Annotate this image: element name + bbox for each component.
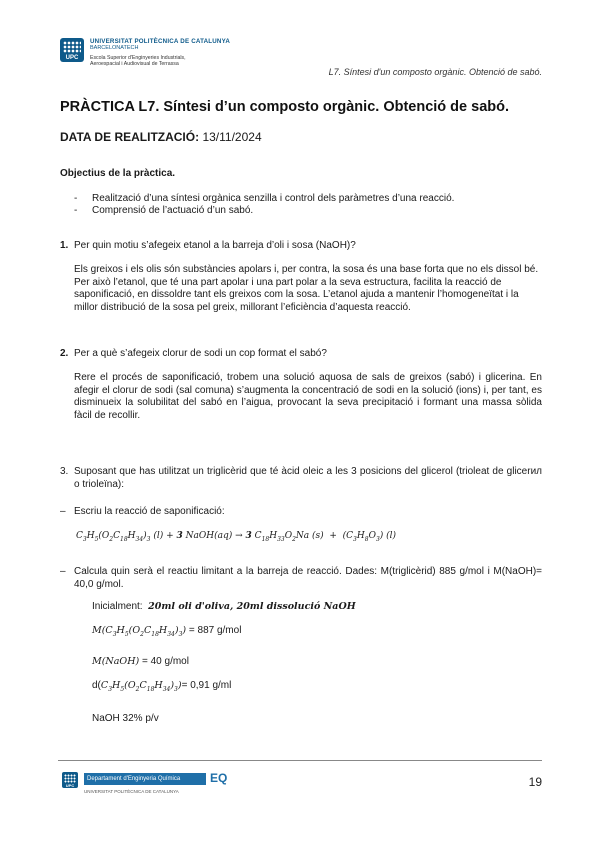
naoh-concentration: NaOH 32% p/v <box>92 713 159 724</box>
sub-dash: – <box>60 566 66 577</box>
page-number: 19 <box>528 775 542 789</box>
footer-logo-text: UPC <box>65 783 75 788</box>
university-sub: BARCELONATECH <box>90 45 139 51</box>
date-value: 13/11/2024 <box>202 130 262 144</box>
question-text: Per a què s’afegeix clorur de sodi un cop format el sabó? <box>74 348 327 359</box>
initial-value: 20ml oli d'oliva, 20ml dissolució NaOH <box>148 601 356 612</box>
department-banner: Departament d'Enginyeria Química <box>84 773 206 785</box>
initial-line <box>92 601 356 612</box>
molar-mass-trig-formula: $M(C_3H_5(O_2C_{18}H_{34})_3)$ <box>92 625 187 638</box>
school-line-1: Escola Superior d'Enginyeries Industrials, <box>90 55 186 61</box>
molar-mass-naoh-value: = 40 g/mol <box>141 656 189 667</box>
density-value: = 0,91 g/ml <box>181 680 232 691</box>
molar-mass-naoh-line <box>92 656 189 667</box>
school-line-2: Aeroespacial i Audiovisual de Terrassa <box>90 60 179 67</box>
bullet-dash: - <box>74 205 78 216</box>
question-number: 2. <box>60 348 69 359</box>
objective-text: Realització d’una síntesi orgànica senzilla i control dels paràmetres d’una reacció. <box>92 193 455 204</box>
density-line <box>92 680 231 693</box>
logo-text: UPC <box>65 55 79 61</box>
date-label: DATA DE REALITZACIÓ: <box>60 130 200 144</box>
question-number: 1. <box>60 240 69 251</box>
footer-logo-dots-icon <box>64 774 76 783</box>
footer-divider <box>58 760 542 761</box>
page-title: PRÀCTICA L7. Síntesi d’un composto orgànic. Obtenció de sabó. <box>60 99 510 115</box>
date-line <box>60 130 262 144</box>
eq-logo: EQ <box>210 771 228 785</box>
bullet-dash: - <box>74 193 78 204</box>
upc-logo <box>60 38 84 62</box>
subquestion-text: Escriu la reacció de saponificació: <box>74 506 225 517</box>
answer-2: Rere el procés de saponificació, trobem una solució aquosa de sals de greixos (sabó) i glicerina. En afegir el clorur de sodi (sal comuna) s’augmenta la concentració de sodi en la solució (ions) i, per tant, es disminueix la solubilitat del sabó en l’aigua, provocant la seva precipitació i formant una massa sòlida fàcil de recollir. <box>74 372 542 421</box>
objectives-heading: Objectius de la pràctica. <box>60 168 176 179</box>
sub-dash: – <box>60 506 66 517</box>
logo-dots-icon <box>63 41 81 53</box>
footer-upc-logo <box>62 772 78 788</box>
molar-mass-naoh-formula: M(NaOH) <box>92 656 140 667</box>
subquestion-text: Calcula quin serà el reactiu limitant a la barreja de reacció. Dades: M(triglicèrid) 885 g/mol i M(NaOH)= 40,0 g/mol. <box>74 566 542 590</box>
question-text: Suposant que has utilitzat un triglicèrid que té àcid oleic a les 3 posicions del glicerol (trioleat de glicerил o trioleïna): <box>74 466 542 490</box>
running-header: L7. Síntesi d'un composto orgànic. Obtenció de sabó. <box>328 67 542 77</box>
university-name: UNIVERSITAT POLITÈCNICA DE CATALUNYA <box>90 38 230 45</box>
school-name <box>90 56 230 67</box>
initial-label: Inicialment: <box>92 601 143 612</box>
molar-mass-trig-line <box>92 625 241 638</box>
answer-1: Els greixos i els olis són substàncies apolars i, per contra, la sosa és una base forta que no els dissol bé. Per això l’etanol, que té una part apolar i una part polar a la seva estructura, facilita la reacció de saponificació, en dissoldre tant els greixos com la sosa. L’etanol ajuda a mantenir l’homogeneïtat i la millor distribució de la sosa pel greix, millorant l’eficiència d’aquesta reacció. <box>74 264 539 313</box>
saponification-formula: $C_3H_5(O_2C_{18}H_{34})_3$ (l) + 3 NaOH(aq) → 3 $C_{18}H_{33}O_2Na$ $(s) + (C_3H_8O_3)$ (l) <box>76 531 397 543</box>
question-number: 3. <box>60 466 69 477</box>
question-text: Per quin motiu s’afegeix etanol a la barreja d’oli i sosa (NaOH)? <box>74 240 356 251</box>
footer-sub: UNIVERSITAT POLITÈCNICA DE CATALUNYA <box>84 789 179 794</box>
density-formula: $C_3H_5(O_2C_{18}H_{34})_3$) <box>100 680 182 693</box>
density-prefix: d( <box>92 680 101 691</box>
molar-mass-trig-value: = 887 g/mol <box>188 625 242 636</box>
objective-text: Comprensió de l’actuació d’un sabó. <box>92 205 254 216</box>
